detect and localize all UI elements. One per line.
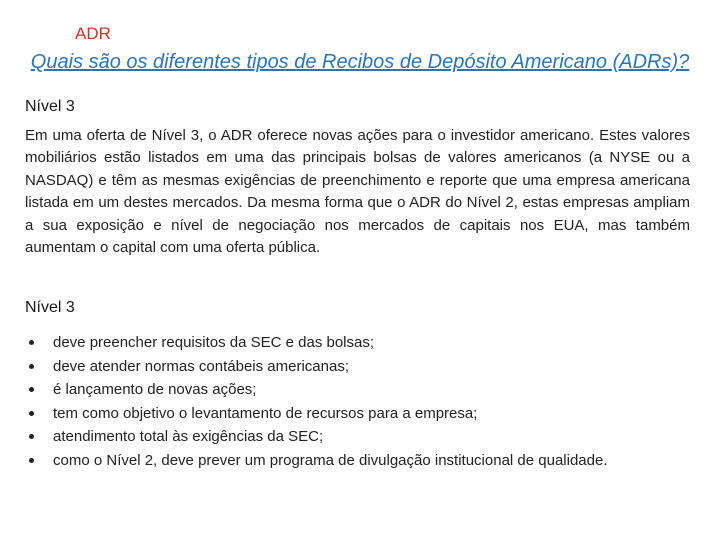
list-item <box>25 402 690 426</box>
section-tag: ADR <box>75 24 111 43</box>
list-item-text: deve atender normas contábeis americanas; <box>53 357 350 375</box>
bullet-icon <box>29 387 34 392</box>
list-item-text: deve preencher requisitos da SEC e das bolsas; <box>53 334 375 351</box>
level-heading-list: Nível 3 <box>25 299 75 316</box>
bullet-icon <box>29 434 34 439</box>
list-item <box>25 378 690 402</box>
list-item-text: atendimento total às exigências da SEC; <box>53 428 324 445</box>
list-item-text: é lançamento de novas ações; <box>53 381 257 398</box>
list-item <box>25 449 690 473</box>
list-item <box>25 425 690 449</box>
bullet-icon <box>29 364 34 369</box>
page-title: Quais são os diferentes tipos de Recibos de Depósito Americano (ADRs)? <box>30 51 690 73</box>
bullet-icon <box>29 458 34 463</box>
description-paragraph: Em uma oferta de Nível 3, o ADR oferece novas ações para o investidor americano. Estes valores mobiliários estão listados em uma das principais bolsas de valores americanos (a NYSE ou a NASDAQ) e têm as mesmas exigências de preenchimento e reporte que uma empresa americana listada em um destes mercados. Da mesma forma que o ADR do Nível 2, estas empresas ampliam a sua exposição e nível de negociação nos mercados de capitais nos EUA, mas também aumentam o capital com uma oferta pública. <box>25 127 690 257</box>
list-item <box>25 331 690 355</box>
bullet-icon <box>29 411 34 416</box>
level-heading-intro: Nível 3 <box>25 98 75 115</box>
requirements-list <box>25 331 690 472</box>
list-item <box>25 355 690 379</box>
list-item-text: como o Nível 2, deve prever um programa de divulgação institucional de qualidade. <box>53 451 608 469</box>
list-item-text: tem como objetivo o levantamento de recursos para a empresa; <box>53 404 478 422</box>
bullet-icon <box>29 340 34 345</box>
